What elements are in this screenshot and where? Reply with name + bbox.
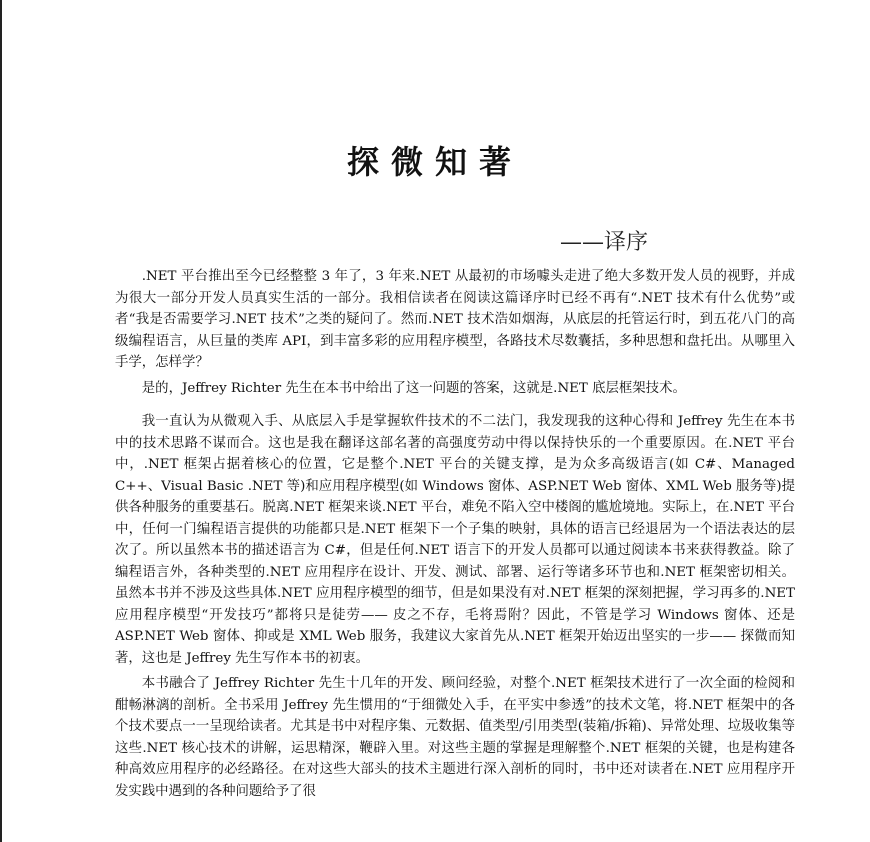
paragraph-4: 本书融合了 Jeffrey Richter 先生十几年的开发、顾问经验，对整个.NET 框架技术进行了一次全面的检阅和酣畅淋漓的剖析。全书采用 Jeffrey 先生惯用的“于细微处入手，在平实中参透”的技术文笔，将.NET 框架中的各个技术要点一一呈现给读者。尤其是书中对程序集、元数据、值类型/引用类型(装箱/拆箱)、异常处理、垃圾收集等这些.NET 核心技术的讲解，运思精深，鞭辟入里。对这些主题的掌握是理解整个.NET 框架的关键，也是构建各种高效应用程序的必经路径。在对这些大部头的技术主题进行深入剖析的同时，书中还对读者在.NET 应用程序开发实践中遇到的各种问题给予了很 [115,676,795,799]
paragraph-1: .NET 平台推出至今已经整整 3 年了，3 年来.NET 从最初的市场噱头走进了绝大多数开发人员的视野，并成为很大一部分开发人员真实生活的一部分。我相信读者在阅读这篇译序时已经不再有“.NET 技术有什么优势”或者“我是否需要学习.NET 技术”之类的疑问了。然而.NET 技术浩如烟海，从底层的托管运行时，到五花八门的高级编程语言，从巨量的类库 API，到丰富多彩的应用程序模型，各路技术尽数囊括，多种思想和盘托出。从哪里入手学，怎样学？ [115,269,795,370]
paragraph-2: 是的，Jeffrey Richter 先生在本书中给出了这一问题的答案，这就是.NET 底层框架技术。 [141,380,686,396]
body-text [115,266,795,806]
page-title: 探微知著 [346,143,523,181]
paragraph-3: 我一直认为从微观入手、从底层入手是掌握软件技术的不二法门，我发现我的这种心得和 Jeffrey 先生在本书中的技术思路不谋而合。这也是我在翻译这部名著的高强度劳动中得以保持快乐的一个重要原因。在.NET 平台中，.NET 框架占据着核心的位置，它是整个.NET 平台的关键支撑，是为众多高级语言(如 C#、Managed C++、Visual Basic .NET 等)和应用程序模型(如 Windows 窗体、ASP.NET Web 窗体、XML Web 服务等)提供各种服务的重要基石。脱离.NET 框架来谈.NET 平台，难免不陷入空中楼阁的尴尬境地。实际上，在.NET 平台中，任何一门编程语言提供的功能都只是.NET 框架下一个子集的映射，具体的语言已经退居为一个语法表达的层次了。所以虽然本书的描述语言为 C#，但是任何.NET 语言下的开发人员都可以通过阅读本书来获得教益。除了编程语言外，各种类型的.NET 应用程序在设计、开发、测试、部署、运行等诸多环节也和.NET 框架密切相关。虽然本书并不涉及这些具体.NET 应用程序模型的细节，但是如果没有对.NET 框架的深刻把握，学习再多的.NET 应用程序模型“开发技巧”都将只是徒劳—— 皮之不存，毛将焉附？因此，不管是学习 Windows 窗体、还是 ASP.NET Web 窗体、抑或是 XML Web 服务，我建议大家首先从.NET 框架开始迈出坚实的一步—— 探微而知著，这也是 Jeffrey 先生写作本书的初衷。 [115,414,795,666]
page-left-border [0,0,2,842]
page-subtitle: ——译序 [560,230,649,255]
